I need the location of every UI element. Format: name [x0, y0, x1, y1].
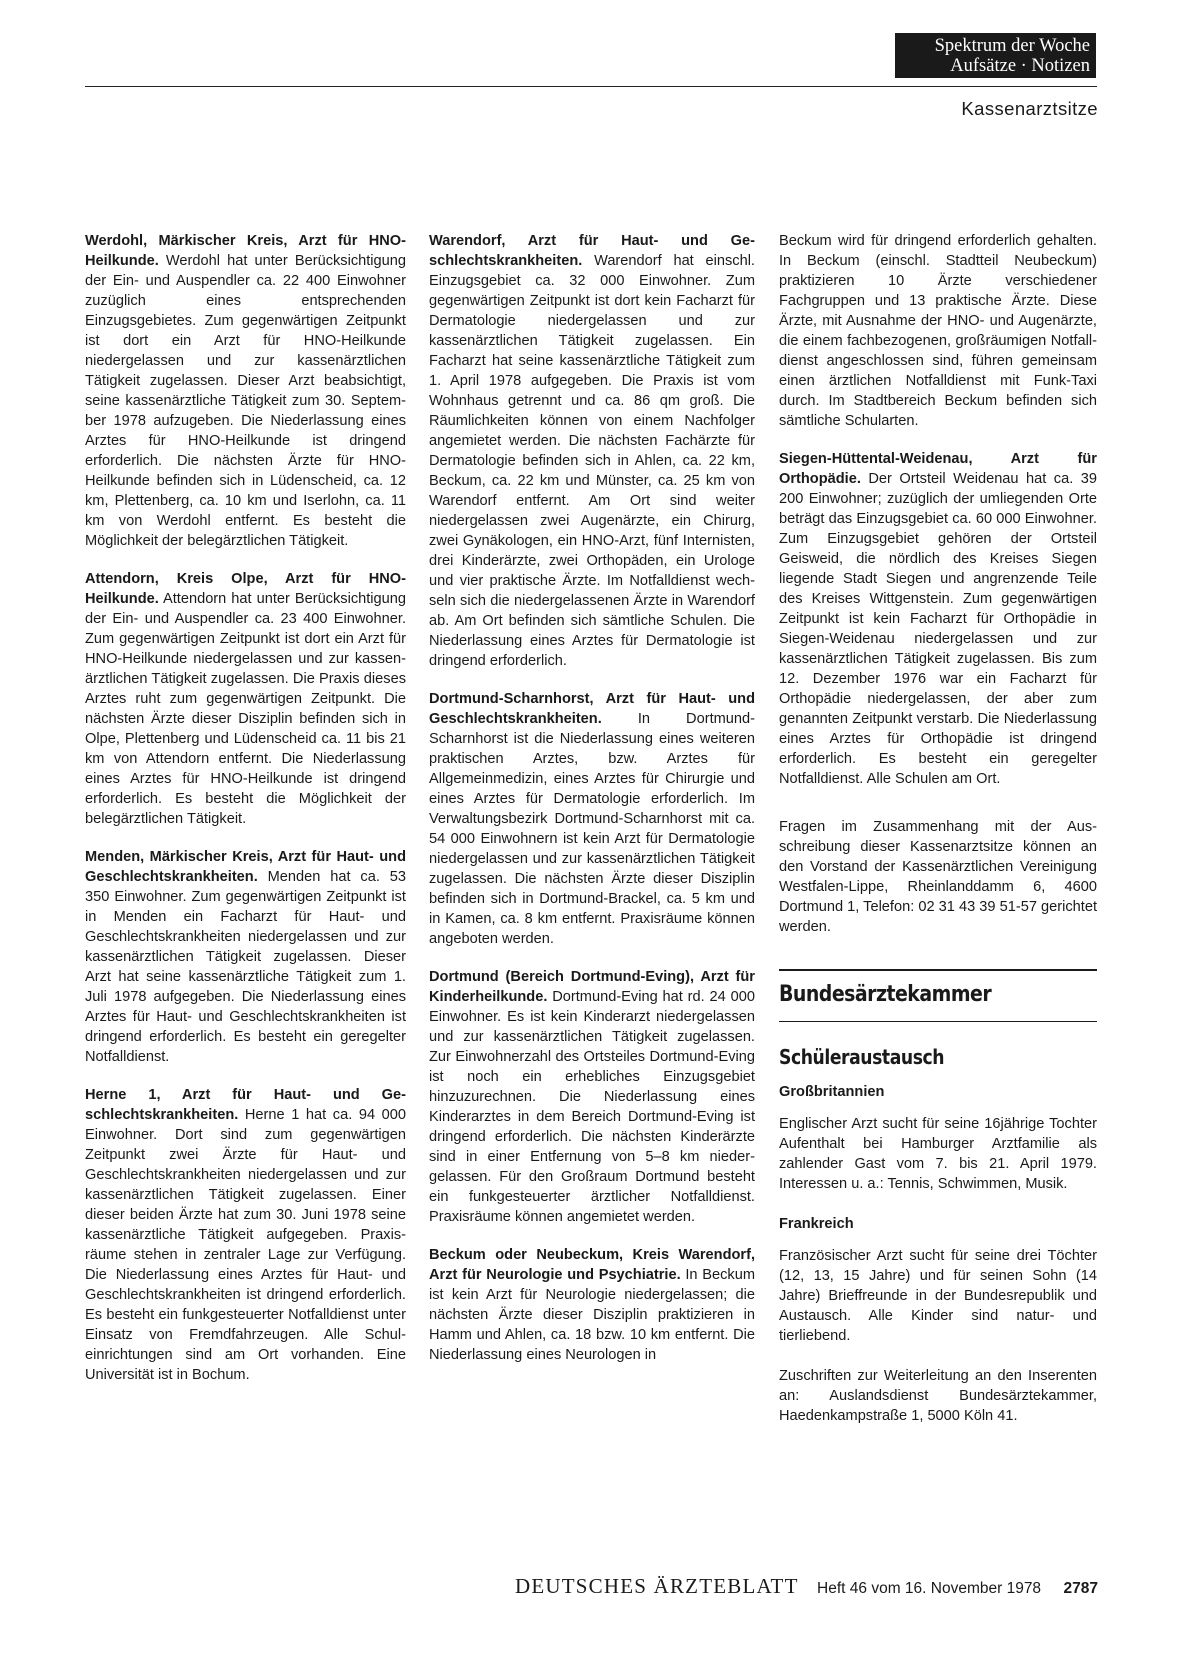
section-title: Kassenarztsitze — [961, 98, 1098, 119]
listing-body: Herne 1 hat ca. 94 000 Einwohner. Dort sind zum gegenwärtigen Zeitpunkt zwei Ärzte für Haut- und Geschlechtskrankheiten niedergelassen und zur kassenärztlichen Tätigkeit zugelassen. Einer dieser beiden Ärzte hat zum 30. Juni 1978 seine kassenärztliche Tätigkeit aufgegeben. Praxisräume stehen in zentraler Lage zur Verfügung. Die Niederlassung eines Arztes für Haut- und Geschlechtskrankheiten ist dringend erforderlich. Es besteht ein funkgesteuerter Notfalldienst unter Einsatz von Fremdfahrzeugen. Alle Schuleinrichtungen sind am Ort vorhanden. Eine Universität ist in Bochum. — [85, 1107, 406, 1383]
listing-dortmund-scharnhorst — [429, 689, 755, 949]
badge-line-2: Aufsätze · Notizen — [950, 56, 1090, 76]
header-rule — [85, 86, 1097, 87]
listing-warendorf — [429, 231, 755, 671]
column-2 — [429, 231, 755, 1383]
listing-body: Attendorn hat unter Berücksichtigung der Ein- und Auspendler ca. 23 400 Einwohner. Zum gegenwärtigen Zeitpunkt ist dort ein Arzt für HNO-Heilkunde niedergelassen und zur kassenärztlichen Tätigkeit zugelassen. Die Praxis dieses Arztes ruht zum gegenwärtigen Zeitpunkt. Die nächsten Ärzte dieser Disziplin befinden sich in Olpe, Plettenberg und Lüdenscheid ca. 11 bis 21 km von Attendorn entfernt. Die Niederlassung eines Arztes für HNO-Heilkunde ist dringend erforderlich. Es besteht die Möglichkeit der belegärztlichen Tätigkeit. — [85, 591, 406, 827]
listing-beckum — [429, 1245, 755, 1365]
page-number: 2787 — [1063, 1580, 1098, 1597]
listing-herne — [85, 1085, 406, 1385]
subsection-heading: Schüleraustausch — [779, 1045, 945, 1069]
listing-heading: Dortmund-Scharnhorst, Arzt für Haut- und Geschlechtskrankheiten. — [429, 691, 755, 727]
listing-heading: Dortmund (Bereich Dortmund-Eving), Arzt für Kinderheilkunde. — [429, 969, 755, 1005]
listing-beckum-continued — [779, 231, 1097, 431]
organization-heading: Bundesärztekammer — [779, 982, 992, 1007]
listing-body: Der Ortsteil Weidenau hat ca. 39 200 Einwohner; zuzüglich der umliegenden Orte beträgt das Einzugsgebiet ca. 60 000 Einwohner. Zum Einzugsgebiet gehören der Ortsteil Geisweid, die nördlich des Kreises Siegen liegende Stadt Siegen und angrenzende Teile des Kreises Wittgenstein. Zum gegenwärtigen Zeitpunkt ist kein Facharzt für Orthopädie in Siegen-Weidenau niedergelassen und zur kassenärztlichen Tätigkeit zugelassen. Bis zum 12. Dezember 1976 war ein Facharzt für Orthopädie niedergelassen, der aber zum genannten Zeitpunkt verstarb. Die Niederlassung eines Arztes für Orthopädie ist dringend erforderlich. Es besteht ein geregelter Notfalldienst. Alle Schulen am Ort. — [779, 471, 1097, 787]
listing-body: In Beckum ist kein Arzt für Neurologie niedergelassen; die nächsten Ärzte dieser Disziplin praktizieren in Hamm und Ahlen, ca. 18 bzw. 10 km entfernt. Die Niederlassung eines Neurologen in — [429, 1267, 755, 1363]
listing-heading: Werdohl, Märkischer Kreis, Arzt für HNO-Heilkunde. — [85, 233, 406, 269]
listing-body: Warendorf hat einschl. Einzugsgebiet ca. 32 000 Einwohner. Zum gegenwärtigen Zeitpunkt ist dort kein Facharzt für Dermatologie niedergelassen und zur kassenärztlichen Tätigkeit zugelassen. Ein Facharzt hat seine kassenärztliche Tätigkeit zum 1. April 1978 aufgegeben. Die Praxis ist vom Wohnhaus getrennt und ca. 86 qm groß. Die Räumlichkeiten können von einem Nachfolger angemietet werden. Die nächsten Fachärzte für Dermatologie befinden sich in Ahlen, ca. 22 km, Beckum, ca. 22 km und Münster, ca. 25 km von Warendorf entfernt. Am Ort sind weiter niedergelassen zwei Augenärzte, ein Chirurg, zwei Gynäkologen, ein HNO-Arzt, fünf Internisten, drei Kinderärzte, zwei Orthopäden, ein Urologe und vier praktische Ärzte. Im Notfalldienst wechseln sich die niedergelassenen Ärzte in Warendorf ab. Am Ort befinden sich sämtliche Schulen. Die Niederlassung eines Arztes für Dermatologie ist dringend erforderlich. — [429, 253, 755, 669]
notice-gb: Englischer Arzt sucht für seine 16jährige Tochter Aufenthalt bei Hamburger Arztfamilie als zahlender Gast vom 7. bis 21. April 1979. Interessen u. a.: Tennis, Schwimmen, Musik. — [779, 1116, 1097, 1192]
listing-heading: Siegen-Hüttental-Weidenau, Arzt für Orthopädie. — [779, 451, 1097, 487]
column-3 — [779, 231, 1097, 1446]
country-heading-fr: Frankreich — [779, 1216, 854, 1232]
listing-werdohl — [85, 231, 406, 551]
notice-fr: Französischer Arzt sucht für seine drei Töchter (12, 13, 15 Jahre) und für seinen Sohn (14 Jahre) Brieffreunde in der Bundesrepublik und Austausch. Alle Kinder sind natur- und tierliebend. — [779, 1248, 1097, 1344]
section-rule-thin — [779, 1021, 1097, 1022]
listing-body: Beckum wird für dringend erforderlich gehalten. In Beckum (einschl. Stadtteil Neubeckum) praktizieren 10 Ärzte verschiedener Fachgruppen und 13 praktische Ärzte. Diese Ärzte, mit Ausnahme der HNO- und Augenärzte, die einem fachbezogenen, großräumigen Notfalldienst angeschlossen sind, führen gemeinsam einen ärztlichen Notfalldienst mit Funk-Taxi durch. Im Stadtbereich Beckum befinden sich sämtliche Schularten. — [779, 233, 1097, 429]
listing-dortmund-eving — [429, 967, 755, 1227]
listing-body: In Dortmund-Scharnhorst ist die Niederlassung eines weiteren praktischen Arztes, bzw. Arztes für Allgemeinmedizin, eines Arztes für Chirurgie und eines Arztes für Dermatologie erforderlich. Im Verwaltungsbezirk Dortmund-Scharnhorst mit ca. 54 000 Einwohnern ist kein Arzt für Dermatologie niedergelassen und zur kassenärztlichen Tätigkeit zugelassen. Die nächsten Ärzte dieser Disziplin befinden sich in Dortmund-Brackel, ca. 5 km und in Kamen, ca. 8 km entfernt. Praxisräume können angeboten werden. — [429, 711, 755, 947]
badge-line-1: Spektrum der Woche — [934, 36, 1090, 56]
listing-heading: Herne 1, Arzt für Haut- und Geschlechtskrankheiten. — [85, 1087, 406, 1123]
page-footer — [515, 1574, 1098, 1599]
issue-info: Heft 46 vom 16. November 1978 — [817, 1580, 1042, 1597]
journal-name: DEUTSCHES ÄRZTEBLATT — [515, 1574, 799, 1598]
section-badge — [895, 33, 1096, 78]
listing-menden — [85, 847, 406, 1067]
listing-body: Werdohl hat unter Berücksichtigung der Ein- und Auspendler ca. 22 400 Einwohner zuzüglich eines entsprechenden Einzugsgebietes. Zum gegenwärtigen Zeitpunkt ist dort ein Arzt für HNO-Heilkunde niedergelassen und zur kassenärztlichen Tätigkeit zugelassen. Dieser Arzt beabsichtigt, seine kassenärztliche Tätigkeit zum 30. September 1978 aufzugeben. Die Niederlassung eines Arztes für HNO-Heilkunde ist dringend erforderlich. Die nächsten Ärzte für HNO-Heilkunde befinden sich in Lüdenscheid, ca. 12 km, Plettenberg, ca. 10 km und Iserlohn, ca. 11 km von Werdohl entfernt. Es besteht die Möglichkeit der belegärztlichen Tätigkeit. — [85, 253, 406, 549]
listing-body: Menden hat ca. 53 350 Einwohner. Zum gegenwärtigen Zeitpunkt ist in Menden ein Facharzt für Haut- und Geschlechtskrankheiten niedergelassen und zur kassenärztlichen Tätigkeit zugelassen. Dieser Arzt hat seine kassenärztliche Tätigkeit zum 1. Juli 1978 aufgegeben. Die Niederlassung eines Arztes für Haut- und Geschlechtskrankheiten ist dringend erforderlich. Es besteht ein geregelter Notfalldienst. — [85, 869, 406, 1065]
listing-heading: Attendorn, Kreis Olpe, Arzt für HNO-Heilkunde. — [85, 571, 406, 607]
column-1 — [85, 231, 406, 1403]
contact-note: Fragen im Zusammenhang mit der Ausschreibung dieser Kassenarztsitze können an den Vorstand der Kassenärztlichen Vereinigung Westfalen-Lippe, Rheinlanddamm 6, 4600 Dortmund 1, Telefon: 02 31 43 39 51-57 gerichtet werden. — [779, 819, 1097, 935]
listing-siegen — [779, 449, 1097, 789]
country-heading-gb: Großbritannien — [779, 1084, 885, 1100]
listing-attendorn — [85, 569, 406, 829]
section-rule — [779, 969, 1097, 971]
listing-heading: Beckum oder Neubeckum, Kreis Warendorf, Arzt für Neurologie und Psychiatrie. — [429, 1247, 755, 1283]
listing-body: Dortmund-Eving hat rd. 24 000 Einwohner. Es ist kein Kinderarzt niedergelassen und zur kassenärztlichen Tätigkeit zugelassen. Zur Einwohnerzahl des Ortsteiles Dortmund-Eving ist noch ein erhebliches Einzugsgebiet hinzuzurechnen. Die Niederlassung eines Kinderarztes in dem Bereich Dortmund-Eving ist dringend erforderlich. Die nächsten Kinderärzte sind in einer Entfernung von 5–8 km niedergelassen. Für den Großraum Dortmund besteht ein funkgesteuerter ärztlicher Notfalldienst. Praxisräume können angemietet werden. — [429, 989, 755, 1225]
listing-heading: Warendorf, Arzt für Haut- und Geschlechtskrankheiten. — [429, 233, 755, 269]
listing-heading: Menden, Märkischer Kreis, Arzt für Haut- und Geschlechtskrankheiten. — [85, 849, 406, 885]
forwarding-note: Zuschriften zur Weiterleitung an den Inserenten an: Auslandsdienst Bundesärztekammer, Haedenkampstraße 1, 5000 Köln 41. — [779, 1368, 1097, 1424]
